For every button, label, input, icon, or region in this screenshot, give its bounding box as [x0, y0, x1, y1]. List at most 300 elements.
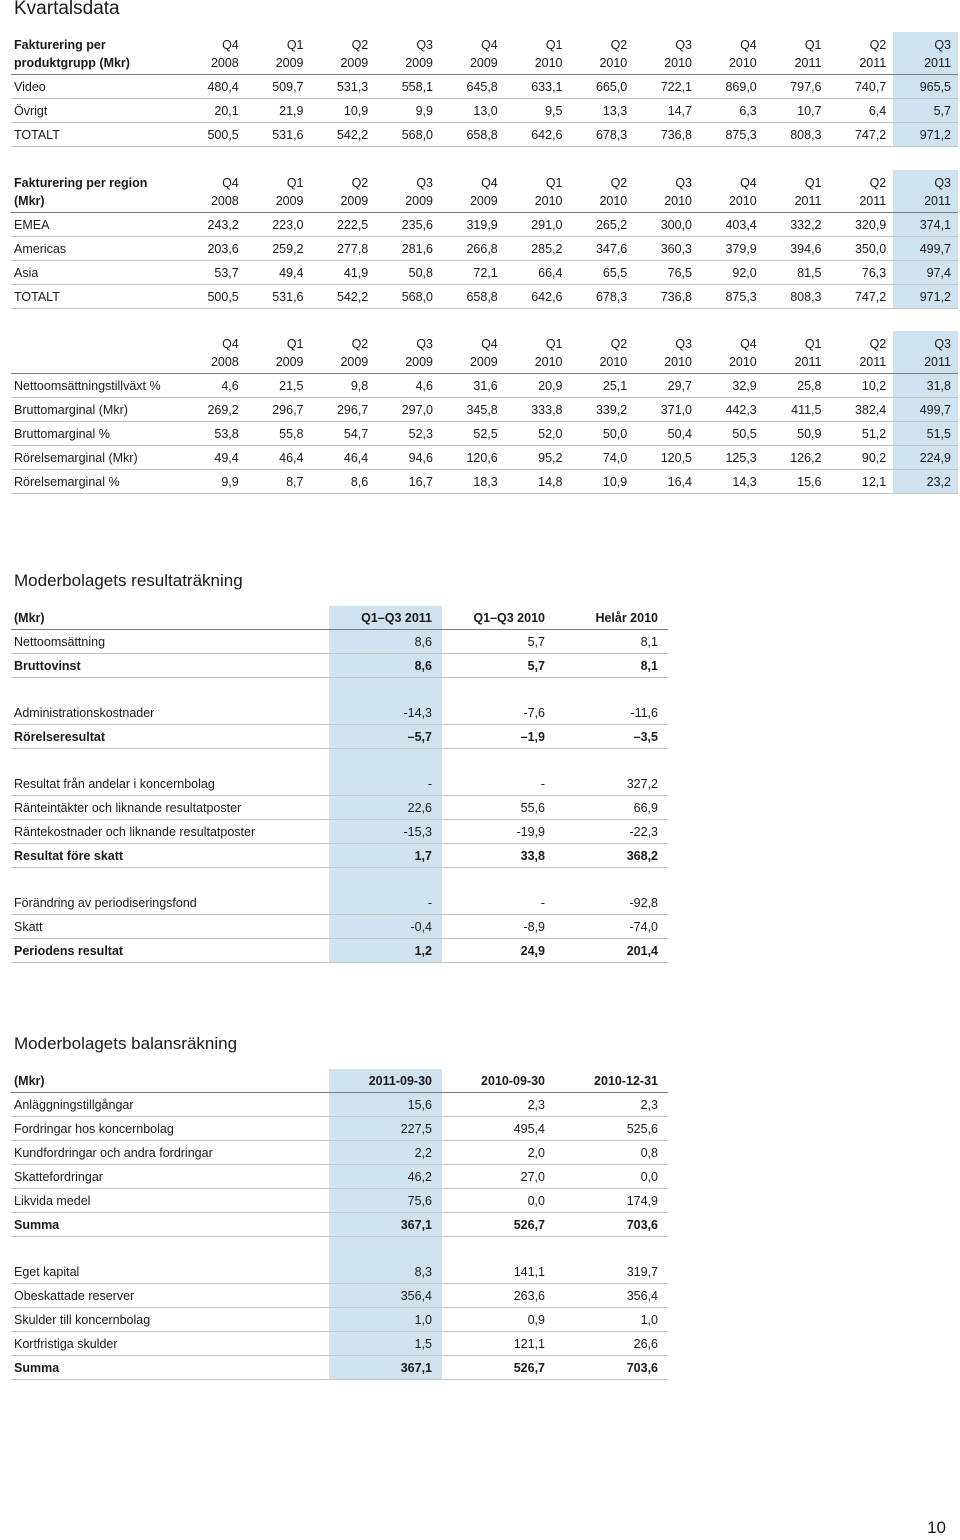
subtotal-row — [11, 654, 668, 678]
value-cell: -8,9 — [442, 915, 555, 939]
quarter-header: Q1 — [545, 176, 563, 190]
quarterly-region-table — [11, 170, 958, 309]
value-cell: 703,6 — [555, 1356, 668, 1380]
year-header: 2008 — [181, 351, 246, 374]
spacer-row — [11, 1237, 668, 1261]
value-cell: 339,2 — [570, 398, 635, 422]
spacer-row — [11, 678, 668, 702]
value-cell: 51,5 — [893, 422, 958, 446]
value-cell: 97,4 — [893, 261, 958, 285]
value-cell: 46,4 — [311, 446, 376, 470]
value-cell: 332,2 — [764, 213, 829, 237]
quarter-header-row — [11, 170, 958, 190]
value-cell: -74,0 — [555, 915, 668, 939]
income-statement-title: Moderbolagets resultaträkning — [14, 571, 243, 590]
quarter-header: Q1 — [286, 176, 304, 190]
table-row — [11, 630, 668, 654]
value-cell: 95,2 — [505, 446, 570, 470]
quarter-header: Q1 — [804, 38, 822, 52]
value-cell: 658,8 — [440, 285, 505, 309]
value-cell: 1,2 — [329, 939, 442, 963]
table-row — [11, 1093, 668, 1117]
period-header: 2010-12-31 — [555, 1069, 668, 1093]
quarter-header: Q1 — [286, 38, 304, 52]
value-cell: 41,9 — [311, 261, 376, 285]
year-header: 2011 — [829, 351, 894, 374]
balance-sheet-title: Moderbolagets balansräkning — [14, 1034, 238, 1053]
year-header: 2009 — [375, 351, 440, 374]
table-row — [11, 213, 958, 237]
row-label: Nettoomsättningstillväxt % — [11, 374, 181, 398]
value-cell: 235,6 — [375, 213, 440, 237]
year-header: 2010 — [634, 351, 699, 374]
row-label: Övrigt — [11, 99, 181, 123]
row-label: Rörelsemarginal % — [11, 470, 181, 494]
quarter-header: Q4 — [222, 38, 239, 52]
quarter-header: Q4 — [481, 38, 498, 52]
value-cell: 21,5 — [246, 374, 311, 398]
value-cell: 50,8 — [375, 261, 440, 285]
value-cell: 500,5 — [181, 285, 246, 309]
quarter-header: Q2 — [351, 176, 369, 190]
value-cell: 9,9 — [375, 99, 440, 123]
value-cell: 32,9 — [699, 374, 764, 398]
value-cell: 52,0 — [505, 422, 570, 446]
value-cell: 403,4 — [699, 213, 764, 237]
value-cell: 8,7 — [246, 470, 311, 494]
spacer-cell — [329, 868, 442, 892]
subtotal-row — [11, 939, 668, 963]
value-cell: 33,8 — [442, 844, 555, 868]
value-cell: 480,4 — [181, 75, 246, 99]
value-cell: 20,1 — [181, 99, 246, 123]
quarter-header-row — [11, 32, 958, 52]
row-label: Obeskattade reserver — [11, 1284, 329, 1308]
value-cell: 333,8 — [505, 398, 570, 422]
value-cell: 1,7 — [329, 844, 442, 868]
row-label: EMEA — [11, 213, 181, 237]
value-cell: 4,6 — [181, 374, 246, 398]
table-row — [11, 1165, 668, 1189]
spacer-cell — [11, 868, 329, 892]
value-cell: 20,9 — [505, 374, 570, 398]
value-cell: 4,6 — [375, 374, 440, 398]
value-cell: 126,2 — [764, 446, 829, 470]
value-cell: 27,0 — [442, 1165, 555, 1189]
value-cell: 740,7 — [829, 75, 894, 99]
quarter-header: Q4 — [481, 337, 498, 351]
year-header: 2010 — [505, 351, 570, 374]
year-header: 2011 — [829, 190, 894, 213]
value-cell: 174,9 — [555, 1189, 668, 1213]
row-label: TOTALT — [11, 123, 181, 147]
value-cell: -0,4 — [329, 915, 442, 939]
value-cell: 0,0 — [442, 1189, 555, 1213]
value-cell: 141,1 — [442, 1260, 555, 1284]
year-header: 2011 — [829, 52, 894, 75]
year-header: 2010 — [570, 190, 635, 213]
value-cell: 22,6 — [329, 796, 442, 820]
table-row — [11, 422, 958, 446]
value-cell: 645,8 — [440, 75, 505, 99]
value-cell: 568,0 — [375, 123, 440, 147]
value-cell: 808,3 — [764, 123, 829, 147]
row-label: Summa — [11, 1213, 329, 1237]
value-cell: 5,7 — [893, 99, 958, 123]
quarter-header: Q1 — [804, 176, 822, 190]
spacer-cell — [329, 749, 442, 773]
value-cell: 14,3 — [699, 470, 764, 494]
value-cell: 49,4 — [246, 261, 311, 285]
row-label: Resultat från andelar i koncernbolag — [11, 772, 329, 796]
value-cell: 53,7 — [181, 261, 246, 285]
value-cell: 66,4 — [505, 261, 570, 285]
value-cell: 26,6 — [555, 1332, 668, 1356]
value-cell: 81,5 — [764, 261, 829, 285]
quarter-header: Q2 — [610, 176, 628, 190]
spacer-cell — [11, 749, 329, 773]
value-cell: 5,7 — [442, 630, 555, 654]
quarter-header: Q2 — [351, 38, 369, 52]
spacer-row — [11, 749, 668, 773]
statement-header-row — [11, 606, 668, 630]
value-cell: 16,4 — [634, 470, 699, 494]
spacer-row — [11, 868, 668, 892]
quarterly-margin-table — [11, 331, 958, 494]
row-header-label — [11, 351, 181, 374]
table-row — [11, 1308, 668, 1332]
year-header: 2009 — [375, 52, 440, 75]
value-cell: 0,9 — [442, 1308, 555, 1332]
page-number: 10 — [927, 1518, 946, 1537]
value-cell: 526,7 — [442, 1213, 555, 1237]
year-header: 2011 — [764, 351, 829, 374]
value-cell: 509,7 — [246, 75, 311, 99]
row-header-label — [11, 331, 181, 351]
value-cell: 525,6 — [555, 1117, 668, 1141]
value-cell: 227,5 — [329, 1117, 442, 1141]
value-cell: 356,4 — [329, 1284, 442, 1308]
quarter-header: Q4 — [740, 38, 757, 52]
value-cell: 747,2 — [829, 285, 894, 309]
quarterly-product-table — [11, 32, 958, 147]
row-label: Bruttomarginal % — [11, 422, 181, 446]
value-cell: 14,7 — [634, 99, 699, 123]
value-cell: 281,6 — [375, 237, 440, 261]
table-row — [11, 237, 958, 261]
spacer-cell — [329, 678, 442, 702]
row-header-label: produktgrupp (Mkr) — [11, 52, 181, 75]
value-cell: 29,7 — [634, 374, 699, 398]
table-row — [11, 915, 668, 939]
value-cell: 46,2 — [329, 1165, 442, 1189]
value-cell: 558,1 — [375, 75, 440, 99]
value-cell: 642,6 — [505, 123, 570, 147]
page-title: Kvartalsdata — [14, 0, 120, 19]
row-label: Administrationskostnader — [11, 701, 329, 725]
value-cell: 65,5 — [570, 261, 635, 285]
period-header: Q1–Q3 2010 — [442, 606, 555, 630]
value-cell: 12,1 — [829, 470, 894, 494]
value-cell: 747,2 — [829, 123, 894, 147]
quarter-header: Q1 — [545, 38, 563, 52]
row-label: Rörelseresultat — [11, 725, 329, 749]
table-row — [11, 261, 958, 285]
table-row — [11, 796, 668, 820]
quarter-header: Q3 — [675, 176, 692, 190]
value-cell: 869,0 — [699, 75, 764, 99]
quarter-header: Q4 — [222, 337, 239, 351]
value-cell: 31,6 — [440, 374, 505, 398]
table-row — [11, 398, 958, 422]
row-label: Anläggningstillgångar — [11, 1093, 329, 1117]
value-cell: 243,2 — [181, 213, 246, 237]
value-cell: 0,0 — [555, 1165, 668, 1189]
value-cell: 291,0 — [505, 213, 570, 237]
table-row — [11, 701, 668, 725]
quarter-header: Q2 — [610, 337, 628, 351]
value-cell: 296,7 — [311, 398, 376, 422]
value-cell: 21,9 — [246, 99, 311, 123]
row-header-label: Fakturering per — [14, 38, 106, 52]
value-cell: 297,0 — [375, 398, 440, 422]
quarter-header: Q3 — [893, 32, 958, 52]
value-cell: 2,0 — [442, 1141, 555, 1165]
row-label: Summa — [11, 1356, 329, 1380]
table-row — [11, 374, 958, 398]
value-cell: 9,9 — [181, 470, 246, 494]
row-label: Skattefordringar — [11, 1165, 329, 1189]
value-cell: 319,9 — [440, 213, 505, 237]
row-label: Eget kapital — [11, 1260, 329, 1284]
period-header: Helår 2010 — [555, 606, 668, 630]
year-header: 2009 — [440, 52, 505, 75]
year-header: 2011 — [764, 190, 829, 213]
value-cell: 222,5 — [311, 213, 376, 237]
value-cell: 94,6 — [375, 446, 440, 470]
row-label: Video — [11, 75, 181, 99]
year-header: 2009 — [440, 351, 505, 374]
value-cell: 125,3 — [699, 446, 764, 470]
year-header: 2010 — [634, 52, 699, 75]
value-cell: 266,8 — [440, 237, 505, 261]
value-cell: 13,3 — [570, 99, 635, 123]
value-cell: 76,3 — [829, 261, 894, 285]
value-cell: 55,8 — [246, 422, 311, 446]
value-cell: 320,9 — [829, 213, 894, 237]
spacer-cell — [11, 678, 329, 702]
value-cell: 347,6 — [570, 237, 635, 261]
table-row — [11, 1117, 668, 1141]
year-header: 2010 — [570, 351, 635, 374]
value-cell: 9,5 — [505, 99, 570, 123]
value-cell: 495,4 — [442, 1117, 555, 1141]
quarter-header: Q4 — [481, 176, 498, 190]
value-cell: 277,8 — [311, 237, 376, 261]
year-header: 2011 — [764, 52, 829, 75]
value-cell: 8,3 — [329, 1260, 442, 1284]
value-cell: 500,5 — [181, 123, 246, 147]
value-cell: 50,9 — [764, 422, 829, 446]
value-cell: 971,2 — [893, 123, 958, 147]
year-header: 2010 — [634, 190, 699, 213]
value-cell: 678,3 — [570, 123, 635, 147]
value-cell: 374,1 — [893, 213, 958, 237]
value-cell: 658,8 — [440, 123, 505, 147]
value-cell: 736,8 — [634, 285, 699, 309]
row-label: Americas — [11, 237, 181, 261]
value-cell: 66,9 — [555, 796, 668, 820]
value-cell: 54,7 — [311, 422, 376, 446]
row-label: Asia — [11, 261, 181, 285]
year-header: 2010 — [699, 52, 764, 75]
table-row — [11, 99, 958, 123]
quarter-header: Q2 — [869, 176, 887, 190]
value-cell: 72,1 — [440, 261, 505, 285]
value-cell: -14,3 — [329, 701, 442, 725]
value-cell: 1,0 — [555, 1308, 668, 1332]
value-cell: -11,6 — [555, 701, 668, 725]
value-cell: 797,6 — [764, 75, 829, 99]
row-label: Periodens resultat — [11, 939, 329, 963]
row-label: Nettoomsättning — [11, 630, 329, 654]
spacer-cell — [442, 1237, 555, 1261]
value-cell: 665,0 — [570, 75, 635, 99]
period-header: Q1–Q3 2011 — [329, 606, 442, 630]
row-label: Likvida medel — [11, 1189, 329, 1213]
value-cell: 285,2 — [505, 237, 570, 261]
quarter-header: Q1 — [804, 337, 822, 351]
quarter-header: Q2 — [869, 337, 887, 351]
spacer-cell — [442, 678, 555, 702]
quarter-header: Q3 — [416, 176, 433, 190]
value-cell: 9,8 — [311, 374, 376, 398]
row-header-label: Fakturering per region — [14, 176, 148, 190]
table-row — [11, 123, 958, 147]
value-cell: 92,0 — [699, 261, 764, 285]
value-cell: 8,6 — [329, 630, 442, 654]
spacer-cell — [329, 1237, 442, 1261]
value-cell: 53,8 — [181, 422, 246, 446]
row-label: Bruttomarginal (Mkr) — [11, 398, 181, 422]
value-cell: 52,3 — [375, 422, 440, 446]
value-cell: 319,7 — [555, 1260, 668, 1284]
table-row — [11, 772, 668, 796]
value-cell: 52,5 — [440, 422, 505, 446]
value-cell: 120,6 — [440, 446, 505, 470]
value-cell: 526,7 — [442, 1356, 555, 1380]
year-header: 2009 — [311, 190, 376, 213]
value-cell: 499,7 — [893, 237, 958, 261]
value-cell: -19,9 — [442, 820, 555, 844]
row-label: Rörelsemarginal (Mkr) — [11, 446, 181, 470]
year-header: 2009 — [440, 190, 505, 213]
subtotal-row — [11, 1356, 668, 1380]
value-cell: 15,6 — [329, 1093, 442, 1117]
value-cell: 1,0 — [329, 1308, 442, 1332]
value-cell: 300,0 — [634, 213, 699, 237]
value-cell: –3,5 — [555, 725, 668, 749]
value-cell: 203,6 — [181, 237, 246, 261]
year-header: 2009 — [246, 190, 311, 213]
value-cell: 531,6 — [246, 285, 311, 309]
value-cell: 1,5 — [329, 1332, 442, 1356]
value-cell: 356,4 — [555, 1284, 668, 1308]
year-header: 2011 — [893, 351, 958, 374]
row-label: Kundfordringar och andra fordringar — [11, 1141, 329, 1165]
year-header: 2010 — [570, 52, 635, 75]
value-cell: 382,4 — [829, 398, 894, 422]
unit-label: (Mkr) — [11, 1069, 329, 1093]
table-row — [11, 1260, 668, 1284]
value-cell: 360,3 — [634, 237, 699, 261]
value-cell: 74,0 — [570, 446, 635, 470]
table-row — [11, 446, 958, 470]
value-cell: 499,7 — [893, 398, 958, 422]
quarter-header: Q3 — [675, 38, 692, 52]
value-cell: 379,9 — [699, 237, 764, 261]
subtotal-row — [11, 844, 668, 868]
row-label: Bruttovinst — [11, 654, 329, 678]
value-cell: 16,7 — [375, 470, 440, 494]
quarter-header: Q3 — [675, 337, 692, 351]
row-label: Kortfristiga skulder — [11, 1332, 329, 1356]
value-cell: 633,1 — [505, 75, 570, 99]
value-cell: 13,0 — [440, 99, 505, 123]
subtotal-row — [11, 1213, 668, 1237]
year-header: 2009 — [311, 52, 376, 75]
value-cell: 2,3 — [442, 1093, 555, 1117]
year-header: 2010 — [505, 52, 570, 75]
year-header: 2009 — [375, 190, 440, 213]
value-cell: -22,3 — [555, 820, 668, 844]
value-cell: 55,6 — [442, 796, 555, 820]
value-cell: 2,2 — [329, 1141, 442, 1165]
quarter-header: Q3 — [416, 38, 433, 52]
quarter-header: Q2 — [351, 337, 369, 351]
year-header-row — [11, 190, 958, 213]
value-cell: -15,3 — [329, 820, 442, 844]
quarter-header: Q4 — [740, 176, 757, 190]
value-cell: 10,2 — [829, 374, 894, 398]
value-cell: 736,8 — [634, 123, 699, 147]
value-cell: 442,3 — [699, 398, 764, 422]
value-cell: 875,3 — [699, 123, 764, 147]
quarter-header: Q1 — [545, 337, 563, 351]
spacer-cell — [442, 749, 555, 773]
balance-sheet-table — [11, 1069, 668, 1380]
year-header: 2010 — [699, 190, 764, 213]
quarter-header: Q2 — [610, 38, 628, 52]
value-cell: 223,0 — [246, 213, 311, 237]
value-cell: 121,1 — [442, 1332, 555, 1356]
year-header: 2010 — [505, 190, 570, 213]
value-cell: 15,6 — [764, 470, 829, 494]
table-row — [11, 1141, 668, 1165]
value-cell: -92,8 — [555, 891, 668, 915]
spacer-cell — [555, 868, 668, 892]
row-label: Fordringar hos koncernbolag — [11, 1117, 329, 1141]
spacer-cell — [555, 1237, 668, 1261]
quarter-header-row — [11, 331, 958, 351]
year-header-row — [11, 351, 958, 374]
year-header: 2009 — [311, 351, 376, 374]
year-header: 2011 — [893, 190, 958, 213]
value-cell: 50,5 — [699, 422, 764, 446]
spacer-cell — [555, 749, 668, 773]
value-cell: 10,7 — [764, 99, 829, 123]
value-cell: 678,3 — [570, 285, 635, 309]
